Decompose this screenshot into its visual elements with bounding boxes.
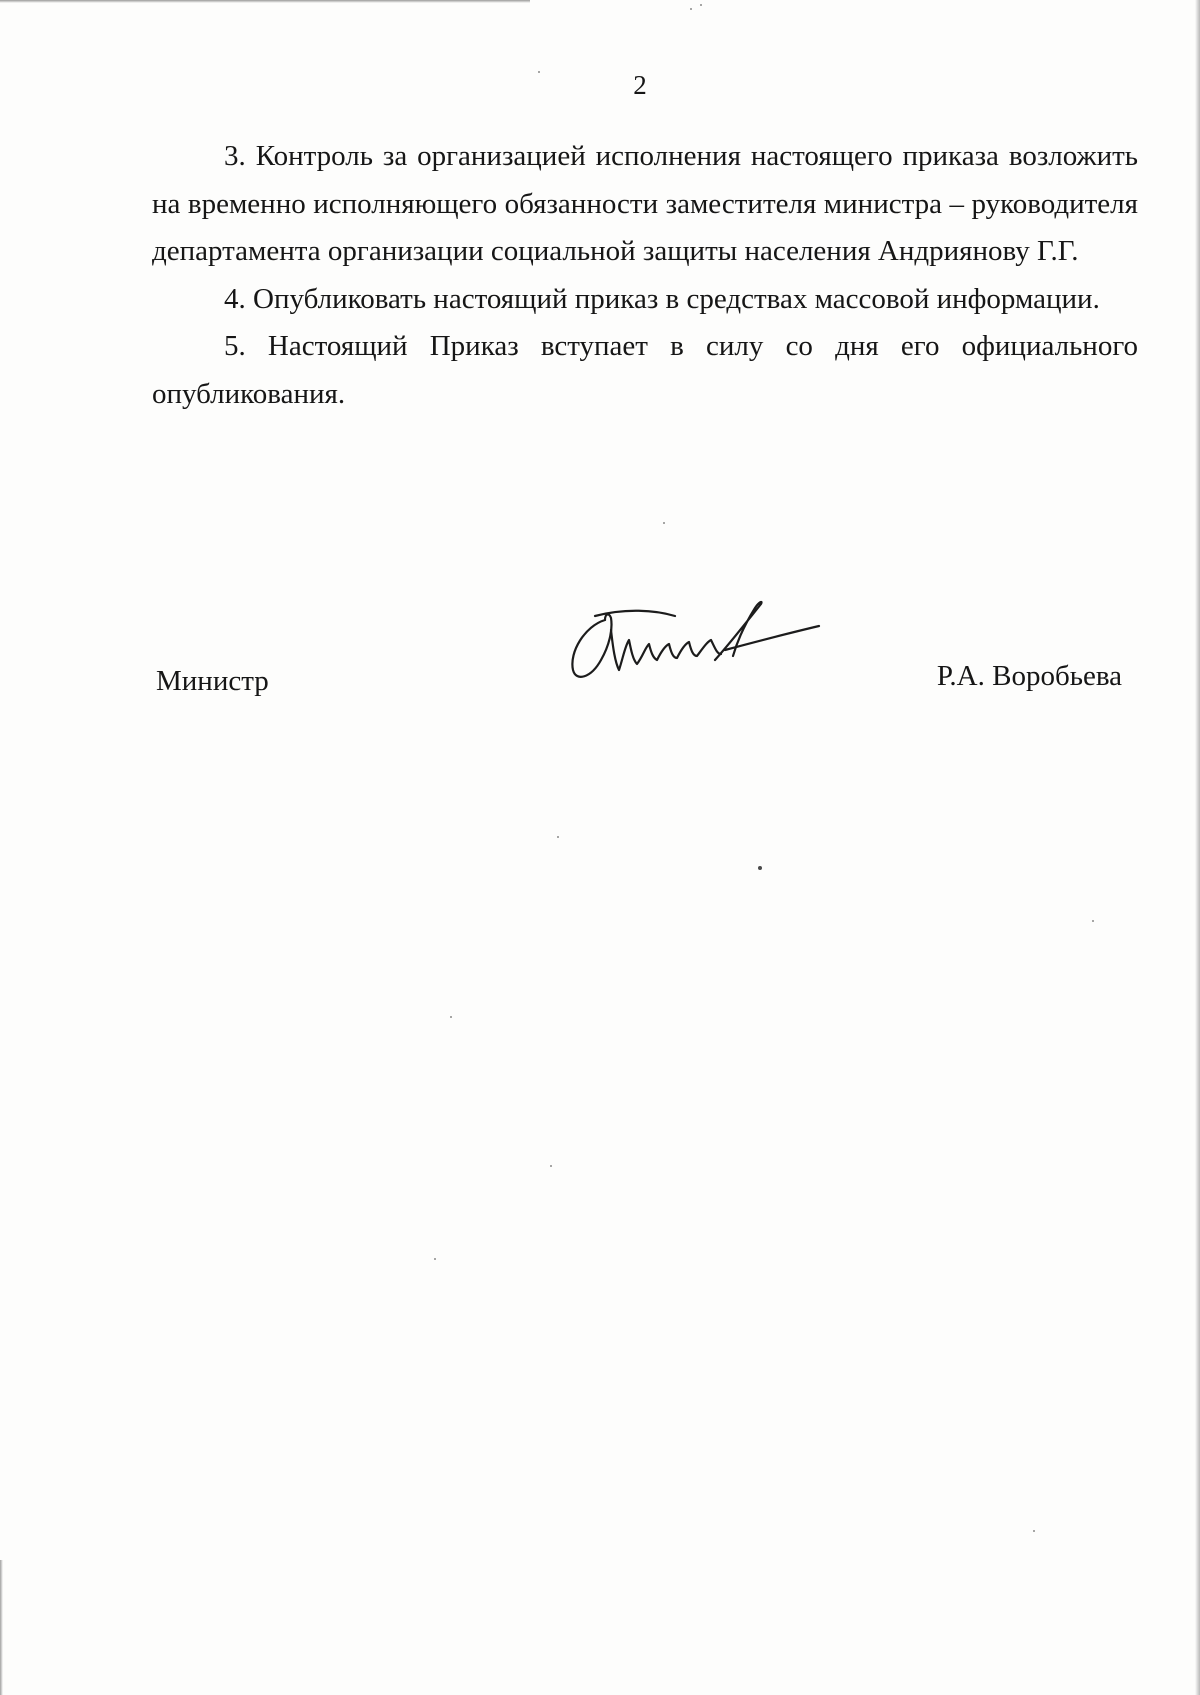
paragraph-5: 5. Настоящий Приказ вступает в силу со дня его официального опубликования.	[152, 330, 1138, 410]
scan-speck	[1033, 1530, 1035, 1532]
scan-speck	[758, 866, 762, 870]
scan-speck	[434, 1258, 436, 1260]
scan-speck	[1092, 920, 1094, 922]
scan-speck	[538, 71, 540, 73]
scan-speck	[450, 1016, 452, 1018]
order-body	[152, 133, 1138, 418]
paragraph-4: 4. Опубликовать настоящий приказ в средствах массовой информации.	[224, 282, 1100, 315]
scan-edge-right	[1195, 0, 1200, 1695]
scan-edge-left	[0, 1560, 3, 1695]
scan-speck	[700, 4, 702, 6]
scan-speck	[550, 1165, 552, 1167]
signatory-role: Министр	[156, 665, 269, 697]
signature-block	[152, 662, 1122, 702]
scan-speck	[557, 836, 559, 838]
scan-speck	[663, 522, 665, 524]
scan-edge-top	[0, 0, 530, 3]
scan-speck	[690, 8, 692, 10]
signatory-name: Р.А. Воробьева	[936, 660, 1122, 692]
paragraph-3: 3. Контроль за организацией исполнения настоящего приказа возложить на временно исполняющего обязанности заместителя министра – руководителя департамента организации социальной защиты населения Андриянову Г.Г.	[152, 140, 1138, 267]
page-number: 2	[633, 70, 647, 100]
